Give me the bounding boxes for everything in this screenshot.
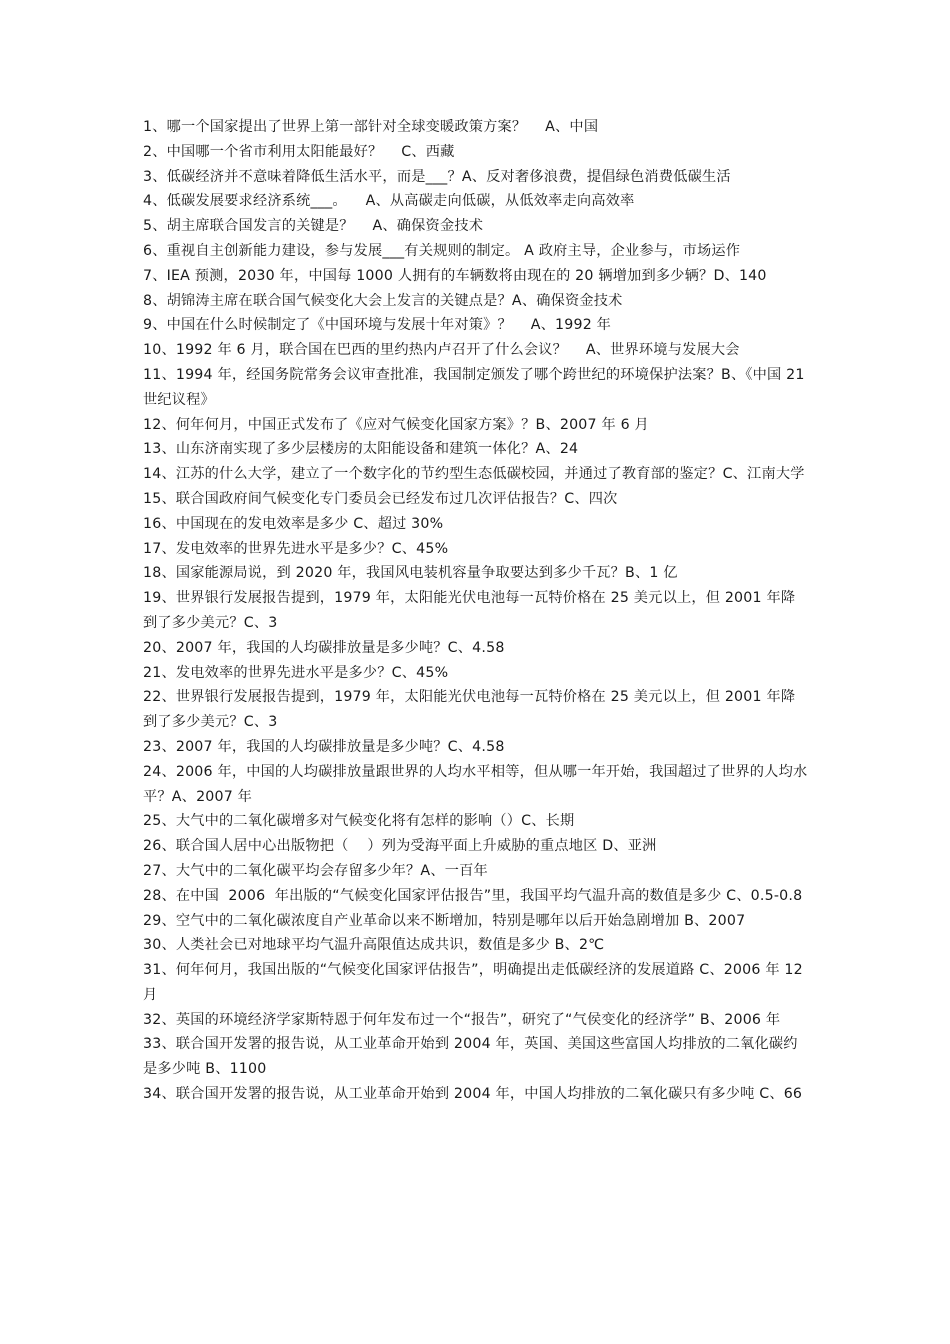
qa-item-30: 30、人类社会已对地球平均气温升高限值达成共识，数值是多少 B、2℃	[143, 937, 605, 954]
qa-item-8: 8、胡锦涛主席在联合国气候变化大会上发言的关键点是？A、确保资金技术	[143, 292, 623, 309]
qa-item-15: 15、联合国政府间气候变化专门委员会已经发布过几次评估报告？C、四次	[143, 490, 618, 507]
qa-item-12: 12、何年何月，中国正式发布了《应对气候变化国家方案》？B、2007 年 6 月	[143, 416, 649, 433]
qa-item-4: 4、低碳发展要求经济系统___。 A、从高碳走向低碳，从低效率走向高效率	[143, 193, 635, 210]
qa-item-22: 22、世界银行发展报告提到，1979 年，太阳能光伏电池每一瓦特价格在 25 美元以上，但 2001 年降到了多少美元？C、3	[143, 689, 796, 731]
question-answer-list	[143, 115, 808, 1107]
qa-item-3: 3、低碳经济并不意味着降低生活水平，而是___？A、反对奢侈浪费，提倡绿色消费低碳生活	[143, 168, 731, 185]
qa-item-1: 1、哪一个国家提出了世界上第一部针对全球变暖政策方案？ A、中国	[143, 119, 599, 135]
qa-item-23: 23、2007 年，我国的人均碳排放量是多少吨？C、4.58	[143, 738, 505, 755]
qa-item-11: 11、1994 年，经国务院常务会议审查批准，我国制定颁发了哪个跨世纪的环境保护法案？B、《中国 21 世纪议程》	[143, 366, 810, 408]
qa-item-2: 2、中国哪一个省市利用太阳能最好？ C、西藏	[143, 143, 455, 160]
qa-item-24: 24、2006 年，中国的人均碳排放量跟世界的人均水平相等，但从哪一年开始，我国超过了世界的人均水平？A、2007 年	[143, 763, 808, 805]
qa-item-20: 20、2007 年，我国的人均碳排放量是多少吨？C、4.58	[143, 639, 505, 656]
qa-item-28: 28、在中国 2006 年出版的“气候变化国家评估报告”里，我国平均气温升高的数值是多少 C、0.5-0.8	[143, 887, 803, 904]
qa-item-16: 16、中国现在的发电效率是多少 C、超过 30%	[143, 515, 444, 532]
qa-item-31: 31、何年何月，我国出版的“气候变化国家评估报告”，明确提出走低碳经济的发展道路 C、2006 年 12 月	[143, 962, 808, 1003]
qa-item-34: 34、联合国开发署的报告说，从工业革命开始到 2004 年，中国人均排放的二氧化碳只有多少吨 C、66	[143, 1086, 803, 1103]
qa-item-29: 29、空气中的二氧化碳浓度自产业革命以来不断增加，特别是哪年以后开始急剧增加 B、2007	[143, 912, 746, 929]
qa-item-9: 9、中国在什么时候制定了《中国环境与发展十年对策》？ A、1992 年	[143, 317, 612, 334]
qa-item-32: 32、英国的环境经济学家斯特恩于何年发布过一个“报告”，研究了“气侯变化的经济学” B、2006 年	[143, 1011, 781, 1028]
qa-item-7: 7、IEA 预测，2030 年，中国每 1000 人拥有的车辆数将由现在的 20 辆增加到多少辆？D、140	[143, 267, 767, 284]
qa-item-10: 10、1992 年 6 月，联合国在巴西的里约热内卢召开了什么会议？ A、世界环境与发展大会	[143, 342, 740, 359]
qa-item-26: 26、联合国人居中心出版物把（ ）列为受海平面上升威胁的重点地区 D、亚洲	[143, 838, 657, 855]
qa-item-33: 33、联合国开发署的报告说，从工业革命开始到 2004 年，英国、美国这些富国人均排放的二氧化碳约是多少吨 B、1100	[143, 1036, 798, 1078]
qa-item-19: 19、世界银行发展报告提到，1979 年，太阳能光伏电池每一瓦特价格在 25 美元以上，但 2001 年降到了多少美元？C、3	[143, 590, 796, 631]
qa-item-27: 27、大气中的二氧化碳平均会存留多少年？A、一百年	[143, 862, 488, 879]
qa-item-5: 5、胡主席联合国发言的关键是？ A、确保资金技术	[143, 218, 484, 235]
qa-item-21: 21、发电效率的世界先进水平是多少？C、45%	[143, 664, 449, 681]
qa-item-6: 6、重视自主创新能力建设，参与发展___有关规则的制定。 A 政府主导，企业参与，市场运作	[143, 242, 741, 259]
qa-item-17: 17、发电效率的世界先进水平是多少？C、45%	[143, 540, 449, 557]
qa-item-13: 13、山东济南实现了多少层楼房的太阳能设备和建筑一体化？A、24	[143, 441, 579, 458]
qa-item-18: 18、国家能源局说，到 2020 年，我国风电装机容量争取要达到多少千瓦？B、1 亿	[143, 565, 678, 582]
qa-item-25: 25、大气中的二氧化碳增多对气候变化将有怎样的影响（）C、长期	[143, 813, 575, 830]
qa-item-14: 14、江苏的什么大学，建立了一个数字化的节约型生态低碳校园，并通过了教育部的鉴定？C、江南大学	[143, 466, 805, 483]
